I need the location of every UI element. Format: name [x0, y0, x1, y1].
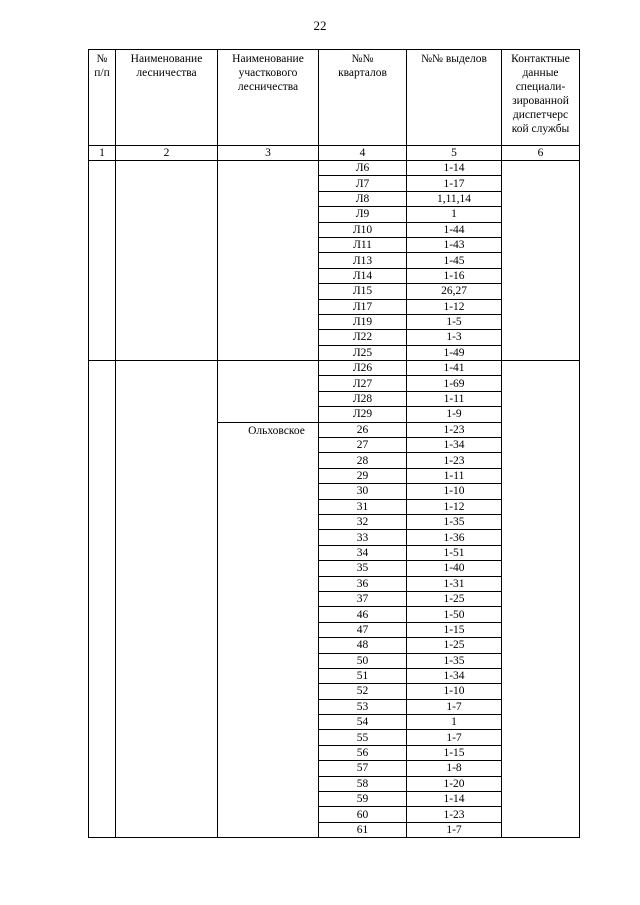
videl-cell: 1-16 — [407, 268, 502, 283]
videl-cell: 1-35 — [407, 653, 502, 668]
videl-cell: 1-7 — [407, 822, 502, 837]
kvartal-cell: Л28 — [319, 391, 407, 406]
kvartal-cell: 32 — [319, 514, 407, 529]
kvartal-cell: 51 — [319, 668, 407, 683]
district-cell — [218, 361, 319, 423]
videl-cell: 1-10 — [407, 484, 502, 499]
videl-cell: 1-44 — [407, 222, 502, 237]
kvartal-cell: Л6 — [319, 161, 407, 176]
kvartal-cell: Л8 — [319, 191, 407, 206]
header-row — [89, 50, 580, 146]
videl-cell: 1-11 — [407, 391, 502, 406]
videl-cell: 1-43 — [407, 237, 502, 252]
kvartal-cell: Л10 — [319, 222, 407, 237]
videl-cell: 1-36 — [407, 530, 502, 545]
videl-cell: 1-34 — [407, 668, 502, 683]
kvartal-cell: 53 — [319, 699, 407, 714]
kvartal-cell: 54 — [319, 715, 407, 730]
videl-cell: 1-20 — [407, 776, 502, 791]
district-name-cell: Ольховское — [218, 422, 319, 838]
kvartal-cell: 58 — [319, 776, 407, 791]
number-cell — [89, 361, 116, 838]
table-row — [89, 161, 580, 176]
kvartal-cell: 31 — [319, 499, 407, 514]
videl-cell: 1-35 — [407, 514, 502, 529]
videl-cell: 1-14 — [407, 792, 502, 807]
column-number: 5 — [407, 146, 502, 161]
contacts-cell — [502, 361, 580, 838]
forestry-table — [88, 49, 580, 838]
header-number: № п/п — [89, 50, 116, 146]
kvartal-cell: Л17 — [319, 299, 407, 314]
videl-cell: 1-23 — [407, 422, 502, 437]
district-cell — [218, 161, 319, 361]
kvartal-cell: 46 — [319, 607, 407, 622]
kvartal-cell: Л11 — [319, 237, 407, 252]
kvartal-cell: 61 — [319, 822, 407, 837]
column-number: 4 — [319, 146, 407, 161]
videl-cell: 1-11 — [407, 468, 502, 483]
kvartal-cell: Л15 — [319, 284, 407, 299]
videl-cell: 1-9 — [407, 407, 502, 422]
videl-cell: 1-45 — [407, 253, 502, 268]
kvartal-cell: 50 — [319, 653, 407, 668]
column-number: 6 — [502, 146, 580, 161]
kvartal-cell: Л9 — [319, 207, 407, 222]
videl-cell: 1 — [407, 715, 502, 730]
column-number: 3 — [218, 146, 319, 161]
header-kvartal: №№ кварталов — [319, 50, 407, 146]
kvartal-cell: 56 — [319, 745, 407, 760]
videl-cell: 1 — [407, 207, 502, 222]
kvartal-cell: 36 — [319, 576, 407, 591]
contacts-cell — [502, 161, 580, 361]
videl-cell: 1-7 — [407, 699, 502, 714]
videl-cell: 26,27 — [407, 284, 502, 299]
kvartal-cell: 27 — [319, 438, 407, 453]
videl-cell: 1-31 — [407, 576, 502, 591]
header-district-name: Наименование участкового лесничества — [218, 50, 319, 146]
kvartal-cell: 47 — [319, 622, 407, 637]
kvartal-cell: 28 — [319, 453, 407, 468]
videl-cell: 1-51 — [407, 545, 502, 560]
kvartal-cell: Л26 — [319, 361, 407, 376]
videl-cell: 1-40 — [407, 561, 502, 576]
table-row — [89, 361, 580, 376]
videl-cell: 1-50 — [407, 607, 502, 622]
forestry-cell — [116, 361, 218, 838]
kvartal-cell: Л14 — [319, 268, 407, 283]
kvartal-cell: 37 — [319, 591, 407, 606]
videl-cell: 1-25 — [407, 638, 502, 653]
kvartal-cell: 57 — [319, 761, 407, 776]
kvartal-cell: 48 — [319, 638, 407, 653]
header-contacts: Контактные данные специали- зированной диспетчерс кой службы — [502, 50, 580, 146]
number-cell — [89, 161, 116, 361]
videl-cell: 1-49 — [407, 345, 502, 360]
kvartal-cell: 55 — [319, 730, 407, 745]
kvartal-cell: Л27 — [319, 376, 407, 391]
kvartal-cell: 59 — [319, 792, 407, 807]
videl-cell: 1,11,14 — [407, 191, 502, 206]
kvartal-cell: 30 — [319, 484, 407, 499]
header-videl: №№ выделов — [407, 50, 502, 146]
kvartal-cell: 60 — [319, 807, 407, 822]
kvartal-cell: Л29 — [319, 407, 407, 422]
kvartal-cell: 34 — [319, 545, 407, 560]
videl-cell: 1-8 — [407, 761, 502, 776]
videl-cell: 1-17 — [407, 176, 502, 191]
videl-cell: 1-23 — [407, 453, 502, 468]
kvartal-cell: 26 — [319, 422, 407, 437]
column-number: 2 — [116, 146, 218, 161]
videl-cell: 1-3 — [407, 330, 502, 345]
kvartal-cell: 29 — [319, 468, 407, 483]
kvartal-cell: Л19 — [319, 314, 407, 329]
header-forestry-name: Наименование лесничества — [116, 50, 218, 146]
column-number: 1 — [89, 146, 116, 161]
videl-cell: 1-12 — [407, 299, 502, 314]
videl-cell: 1-7 — [407, 730, 502, 745]
videl-cell: 1-14 — [407, 161, 502, 176]
videl-cell: 1-15 — [407, 745, 502, 760]
videl-cell: 1-15 — [407, 622, 502, 637]
page-number: 22 — [313, 18, 327, 33]
column-numbers-row — [89, 146, 580, 161]
videl-cell: 1-25 — [407, 591, 502, 606]
videl-cell: 1-10 — [407, 684, 502, 699]
kvartal-cell: Л13 — [319, 253, 407, 268]
kvartal-cell: 52 — [319, 684, 407, 699]
kvartal-cell: Л7 — [319, 176, 407, 191]
videl-cell: 1-69 — [407, 376, 502, 391]
kvartal-cell: Л22 — [319, 330, 407, 345]
kvartal-cell: 33 — [319, 530, 407, 545]
forestry-cell — [116, 161, 218, 361]
videl-cell: 1-23 — [407, 807, 502, 822]
videl-cell: 1-5 — [407, 314, 502, 329]
videl-cell: 1-12 — [407, 499, 502, 514]
videl-cell: 1-34 — [407, 438, 502, 453]
kvartal-cell: 35 — [319, 561, 407, 576]
kvartal-cell: Л25 — [319, 345, 407, 360]
videl-cell: 1-41 — [407, 361, 502, 376]
